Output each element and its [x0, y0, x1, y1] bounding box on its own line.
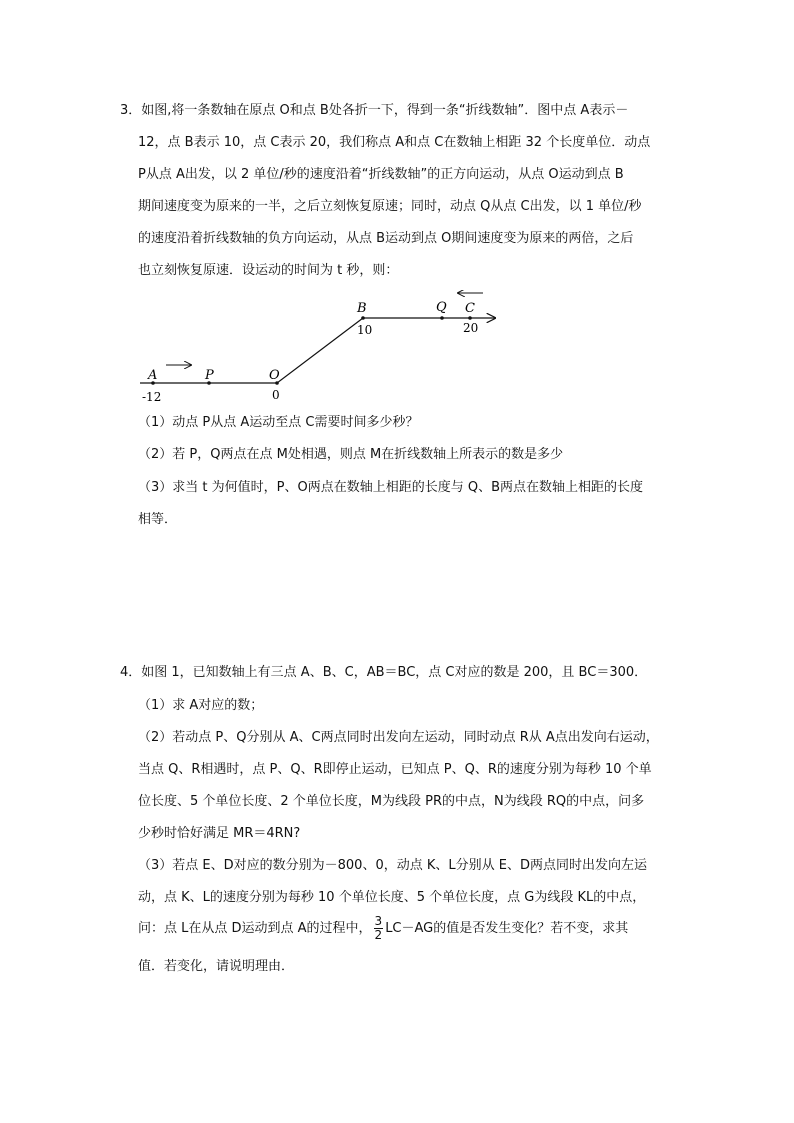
number-B: 10	[357, 323, 373, 337]
fraction-denominator: 2	[374, 928, 383, 942]
q4-line-10: 值．若变化，请说明理由．	[138, 959, 295, 974]
number-O: 0	[272, 388, 280, 402]
q3-sub-1: （1）动点 P从点 A运动至点 C需要时间多少秒？	[138, 415, 419, 430]
q3-line-4: 期间速度变为原来的一半，之后立刻恢复原速；同时，动点 Q从点 C出发，以 1 单位/秒	[138, 199, 642, 214]
q4-line-6: 少秒时恰好满足 MR＝4RN?	[138, 826, 301, 841]
number-C: 20	[463, 321, 479, 335]
q4-line-9	[138, 915, 628, 943]
label-A: A	[148, 368, 158, 383]
q4-line-2: （1）求 A对应的数；	[138, 698, 264, 713]
q4-line-3: （2）若动点 P、Q分别从 A、C两点同时出发向左运动，同时动点 R从 A点出发向右运动，	[138, 730, 659, 745]
point-Q	[440, 316, 444, 320]
label-P: P	[205, 368, 214, 383]
q3-line-1: 3．如图,将一条数轴在原点 O和点 B处各折一下，得到一条“折线数轴”．图中点 A表示－	[120, 103, 629, 118]
folded-number-line-figure	[130, 290, 510, 405]
label-C: C	[465, 301, 475, 316]
q4-line-1: 4．如图 1，已知数轴上有三点 A、B、C，AB＝BC，点 C对应的数是 200，且 BC＝300．	[120, 665, 648, 680]
q4-line-7: （3）若点 E、D对应的数分别为－800、0，动点 K、L分别从 E、D两点同时出发向左运	[138, 858, 647, 873]
q3-sub-2: （2）若 P，Q两点在点 M处相遇，则点 M在折线数轴上所表示的数是多少	[138, 447, 564, 462]
q3-line-6: 也立刻恢复原速．设运动的时间为 t 秒，则：	[138, 263, 399, 278]
point-B	[361, 316, 365, 320]
q4-line-9-pre: 问：点 L在从点 D运动到点 A的过程中，	[138, 921, 372, 936]
q3-sub-3: （3）求当 t 为何值时，P、O两点在数轴上相距的长度与 Q、B两点在数轴上相距的长度	[138, 480, 643, 495]
q4-line-8: 动，点 K、L的速度分别为每秒 10 个单位长度、5 个单位长度，点 G为线段 KL的中点，	[138, 890, 646, 905]
q4-line-4: 当点 Q、R相遇时，点 P、Q、R即停止运动，已知点 P、Q、R的速度分别为每秒 10 个单	[138, 762, 652, 777]
q3-line-5: 的速度沿着折线数轴的负方向运动，从点 B运动到点 O期间速度变为原来的两倍，之后	[138, 231, 634, 246]
label-B: B	[357, 301, 367, 316]
label-O: O	[269, 368, 280, 383]
fraction-numerator: 3	[374, 914, 383, 928]
q4-line-9-post: LC－AG的值是否发生变化？若不变，求其	[385, 921, 629, 936]
q4-line-5: 位长度、5 个单位长度、2 个单位长度，M为线段 PR的中点，N为线段 RQ的中点，问多	[138, 794, 645, 809]
q3-line-3: P从点 A出发，以 2 单位/秒的速度沿着“折线数轴”的正方向运动，从点 O运动到点 B	[138, 167, 624, 182]
fraction-three-halves	[374, 915, 384, 942]
q3-sub-3-cont: 相等．	[138, 512, 178, 527]
point-C	[468, 316, 472, 320]
q3-line-2: 12，点 B表示 10，点 C表示 20，我们称点 A和点 C在数轴上相距 32 个长度单位．动点	[138, 135, 651, 150]
number-A: -12	[142, 390, 162, 404]
axis-fold-segment	[277, 318, 363, 383]
label-Q: Q	[436, 300, 447, 315]
